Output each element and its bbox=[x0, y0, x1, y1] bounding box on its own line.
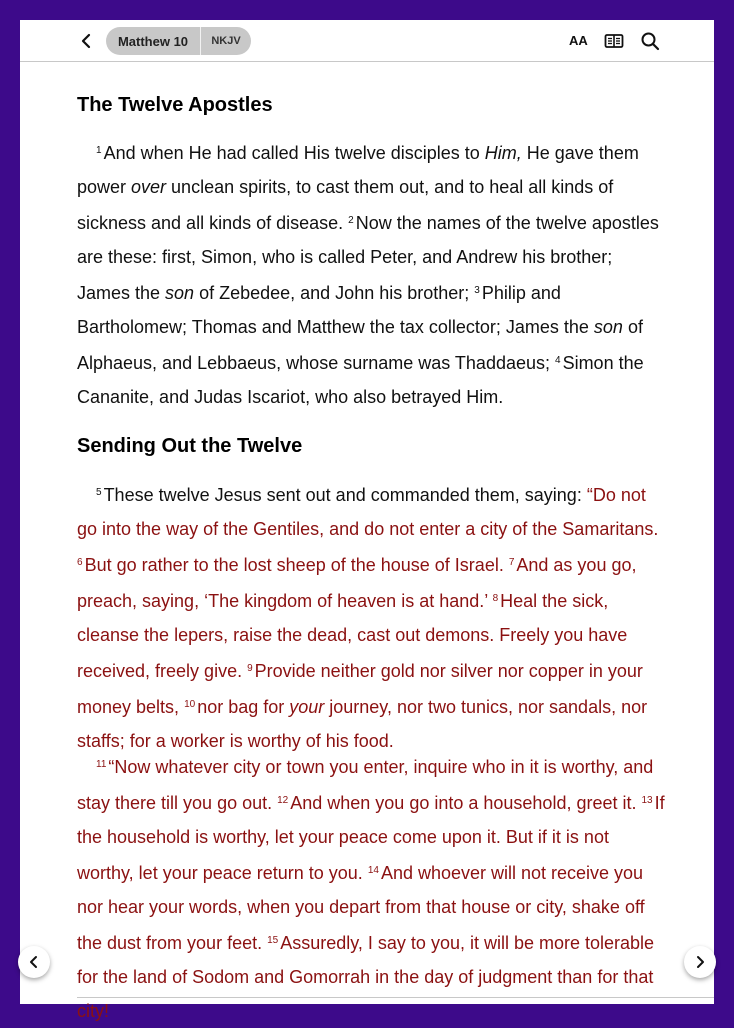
version-selector-button[interactable]: NKJV bbox=[211, 35, 241, 47]
chevron-left-icon bbox=[80, 33, 92, 49]
font-size-button[interactable]: AA bbox=[569, 33, 588, 48]
verse-number[interactable]: 13 bbox=[641, 795, 653, 806]
verse-text: over bbox=[131, 177, 167, 197]
reader-mode-button[interactable] bbox=[604, 32, 624, 50]
chevron-right-icon bbox=[694, 955, 706, 969]
words-of-jesus: And whoever will not receive you nor hear your words, when you depart from that house or city, shake off the dust from your feet. bbox=[77, 863, 645, 953]
back-button[interactable] bbox=[76, 30, 96, 52]
verse-number[interactable]: 3 bbox=[474, 285, 480, 296]
verse-number[interactable]: 9 bbox=[247, 663, 253, 674]
verse-number[interactable]: 1 bbox=[96, 145, 102, 156]
verse-number[interactable]: 15 bbox=[267, 935, 279, 946]
previous-chapter-button[interactable] bbox=[18, 946, 50, 978]
verse-number[interactable]: 11 bbox=[96, 759, 107, 770]
words-of-jesus: And when you go into a household, greet it. bbox=[290, 793, 642, 813]
verse-text: son bbox=[165, 283, 195, 303]
verse-number[interactable]: 14 bbox=[367, 865, 379, 876]
top-bar bbox=[20, 20, 714, 62]
search-button[interactable] bbox=[640, 31, 660, 51]
next-chapter-button[interactable] bbox=[684, 946, 716, 978]
section-heading: Sending Out the Twelve bbox=[77, 435, 303, 457]
verse-text: Philip and Bartholomew; Thomas and Matthew the tax collector; James the bbox=[77, 283, 594, 337]
verse-text: unclean spirits, to cast them out, and to heal all kinds of sickness and all kinds of disease. bbox=[77, 177, 614, 233]
verse-text: And when He had called His twelve disciples to bbox=[103, 143, 485, 163]
words-of-jesus: But go rather to the lost sheep of the house of Israel. bbox=[84, 555, 509, 575]
verse-number[interactable]: 12 bbox=[277, 795, 289, 806]
words-of-jesus: If the household is worthy, let your peace come upon it. But if it is not worthy, let your peace return to you. bbox=[77, 793, 665, 883]
reader-window bbox=[20, 20, 714, 1021]
paragraph bbox=[77, 748, 669, 1028]
verse-text: These twelve Jesus sent out and commanded them, saying: bbox=[103, 485, 587, 505]
chapter-version-selector bbox=[106, 27, 251, 55]
paragraph bbox=[77, 476, 669, 758]
verse-number[interactable]: 8 bbox=[492, 593, 499, 604]
verse-number[interactable]: 4 bbox=[555, 355, 561, 366]
words-of-jesus: Provide neither gold nor silver nor copper in your money belts, bbox=[77, 661, 643, 717]
verse-number[interactable]: 6 bbox=[77, 557, 83, 568]
verse-number[interactable]: 5 bbox=[96, 487, 102, 498]
verse-text: of Zebedee, and John his brother; bbox=[194, 283, 475, 303]
words-of-jesus: “Do not go into the way of the Gentiles, and do not enter a city of the Samaritans. bbox=[77, 485, 659, 539]
section-heading: The Twelve Apostles bbox=[77, 94, 273, 116]
chevron-left-icon bbox=[28, 955, 40, 969]
verse-text: of Alphaeus, and Lebbaeus, whose surname was Thaddaeus; bbox=[77, 317, 643, 373]
verse-text: son bbox=[593, 317, 623, 337]
words-of-jesus: And as you go, preach, saying, ‘The kingdom of heaven is at hand.’ bbox=[77, 555, 637, 611]
words-of-jesus: Heal the sick, cleanse the lepers, raise the dead, cast out demons. Freely you have received, freely give. bbox=[77, 591, 628, 681]
verse-text: Now the names of the twelve apostles are these: first, Simon, who is called Peter, and Andrew his brother; James the bbox=[77, 213, 659, 303]
paragraph bbox=[77, 134, 669, 414]
words-of-jesus: journey, nor two tunics, nor sandals, nor staffs; for a worker is worthy of his food. bbox=[77, 697, 648, 751]
verse-text: Him, bbox=[484, 143, 522, 163]
verse-number[interactable]: 10 bbox=[184, 699, 196, 710]
verse-number[interactable]: 7 bbox=[508, 557, 515, 568]
words-of-jesus: your bbox=[289, 697, 325, 717]
chapter-selector-button[interactable]: Matthew 10 bbox=[117, 33, 189, 49]
verse-text: Simon the Cananite, and Judas Iscariot, who also betrayed Him. bbox=[77, 353, 644, 407]
book-reader-icon bbox=[604, 32, 624, 50]
words-of-jesus: “Now whatever city or town you enter, inquire who in it is worthy, and stay there till you go out. bbox=[77, 757, 654, 813]
words-of-jesus: Assuredly, I say to you, it will be more tolerable for the land of Sodom and Gomorrah in the day of judgment than for that city! bbox=[77, 933, 655, 1021]
search-icon bbox=[640, 31, 660, 51]
bottom-divider bbox=[77, 997, 714, 998]
words-of-jesus: nor bag for bbox=[197, 697, 290, 717]
verse-text: He gave them power bbox=[77, 143, 639, 197]
verse-number[interactable]: 2 bbox=[348, 215, 354, 226]
